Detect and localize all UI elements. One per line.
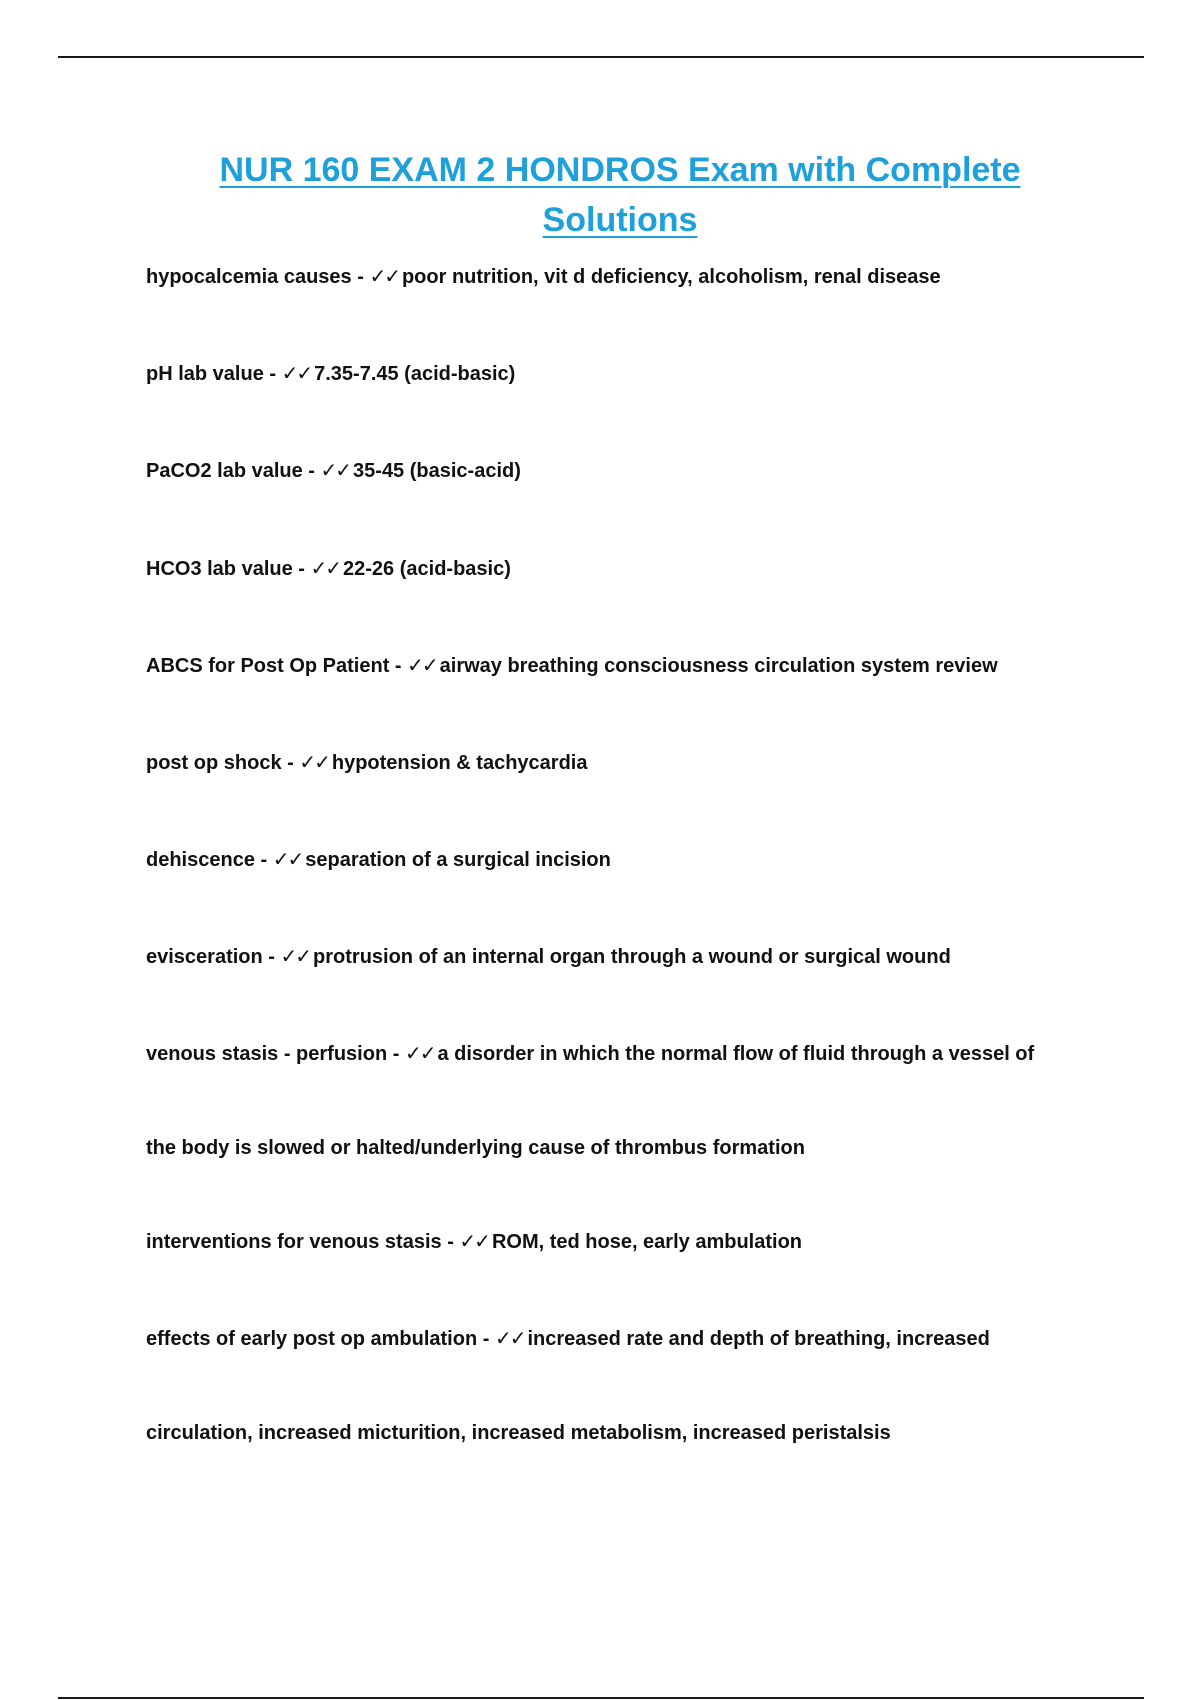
entry-term: interventions for venous stasis - xyxy=(146,1231,460,1253)
double-check-icon: ✓✓ xyxy=(299,750,329,774)
entry-term: HCO3 lab value - xyxy=(146,558,311,580)
entry-early-ambulation-continued xyxy=(146,1419,1086,1447)
entry-answer: 22-26 (acid-basic) xyxy=(343,558,511,580)
entry-answer: 35-45 (basic-acid) xyxy=(353,460,521,482)
entry-venous-stasis xyxy=(146,1039,1086,1068)
entry-term: pH lab value - xyxy=(146,363,282,385)
entry-term: ABCS for Post Op Patient - xyxy=(146,655,408,677)
bottom-divider xyxy=(58,1697,1144,1699)
entry-answer: separation of a surgical incision xyxy=(305,849,611,871)
title-line-1: NUR 160 EXAM 2 HONDROS Exam with Complete xyxy=(219,151,1021,189)
entry-answer: 7.35-7.45 (acid-basic) xyxy=(314,363,516,385)
double-check-icon: ✓✓ xyxy=(272,847,303,871)
entry-interventions-venous-stasis xyxy=(146,1227,1086,1256)
entry-paco2-lab-value xyxy=(146,456,1086,485)
entry-abcs-post-op xyxy=(146,651,1086,680)
entry-answer: ROM, ted hose, early ambulation xyxy=(491,1231,802,1253)
entry-answer: airway breathing consciousness circulation system review xyxy=(439,655,998,677)
entry-ph-lab-value xyxy=(146,359,1086,388)
entry-term: effects of early post op ambulation - xyxy=(146,1328,495,1350)
entry-answer: increased rate and depth of breathing, increased xyxy=(527,1328,990,1350)
double-check-icon: ✓✓ xyxy=(320,458,351,482)
entry-answer: poor nutrition, vit d deficiency, alcoholism, renal disease xyxy=(401,266,941,288)
double-check-icon: ✓✓ xyxy=(369,264,399,288)
double-check-icon: ✓✓ xyxy=(310,556,341,580)
entry-venous-stasis-continued xyxy=(146,1134,1086,1162)
entry-early-ambulation-effects xyxy=(146,1324,1086,1353)
entry-hypocalcemia xyxy=(146,262,1086,291)
double-check-icon: ✓✓ xyxy=(281,361,312,385)
double-check-icon: ✓✓ xyxy=(404,1041,435,1065)
double-check-icon: ✓✓ xyxy=(459,1229,489,1253)
top-divider xyxy=(58,56,1144,58)
document-title xyxy=(190,145,1050,245)
entry-dehiscence xyxy=(146,845,1086,874)
entry-hco3-lab-value xyxy=(146,554,1086,583)
entry-term: PaCO2 lab value - xyxy=(146,460,321,482)
entry-answer: hypotension & tachycardia xyxy=(331,752,588,774)
double-check-icon: ✓✓ xyxy=(407,653,437,677)
entry-term: post op shock - xyxy=(146,752,300,774)
title-line-2: Solutions xyxy=(542,201,698,239)
entry-term: hypocalcemia causes - xyxy=(146,266,370,288)
double-check-icon: ✓✓ xyxy=(280,944,311,968)
entry-post-op-shock xyxy=(146,748,1086,777)
double-check-icon: ✓✓ xyxy=(494,1326,525,1350)
entry-term: evisceration - xyxy=(146,946,281,968)
entry-answer: protrusion of an internal organ through a wound or surgical wound xyxy=(313,946,951,968)
entry-term: dehiscence - xyxy=(146,849,273,871)
entry-continuation: circulation, increased micturition, increased metabolism, increased peristalsis xyxy=(146,1422,891,1444)
entry-continuation: the body is slowed or halted/underlying cause of thrombus formation xyxy=(146,1137,805,1159)
entry-term: venous stasis - perfusion - xyxy=(146,1043,405,1065)
entry-evisceration xyxy=(146,942,1086,971)
entry-answer: a disorder in which the normal flow of fluid through a vessel of xyxy=(437,1043,1035,1065)
